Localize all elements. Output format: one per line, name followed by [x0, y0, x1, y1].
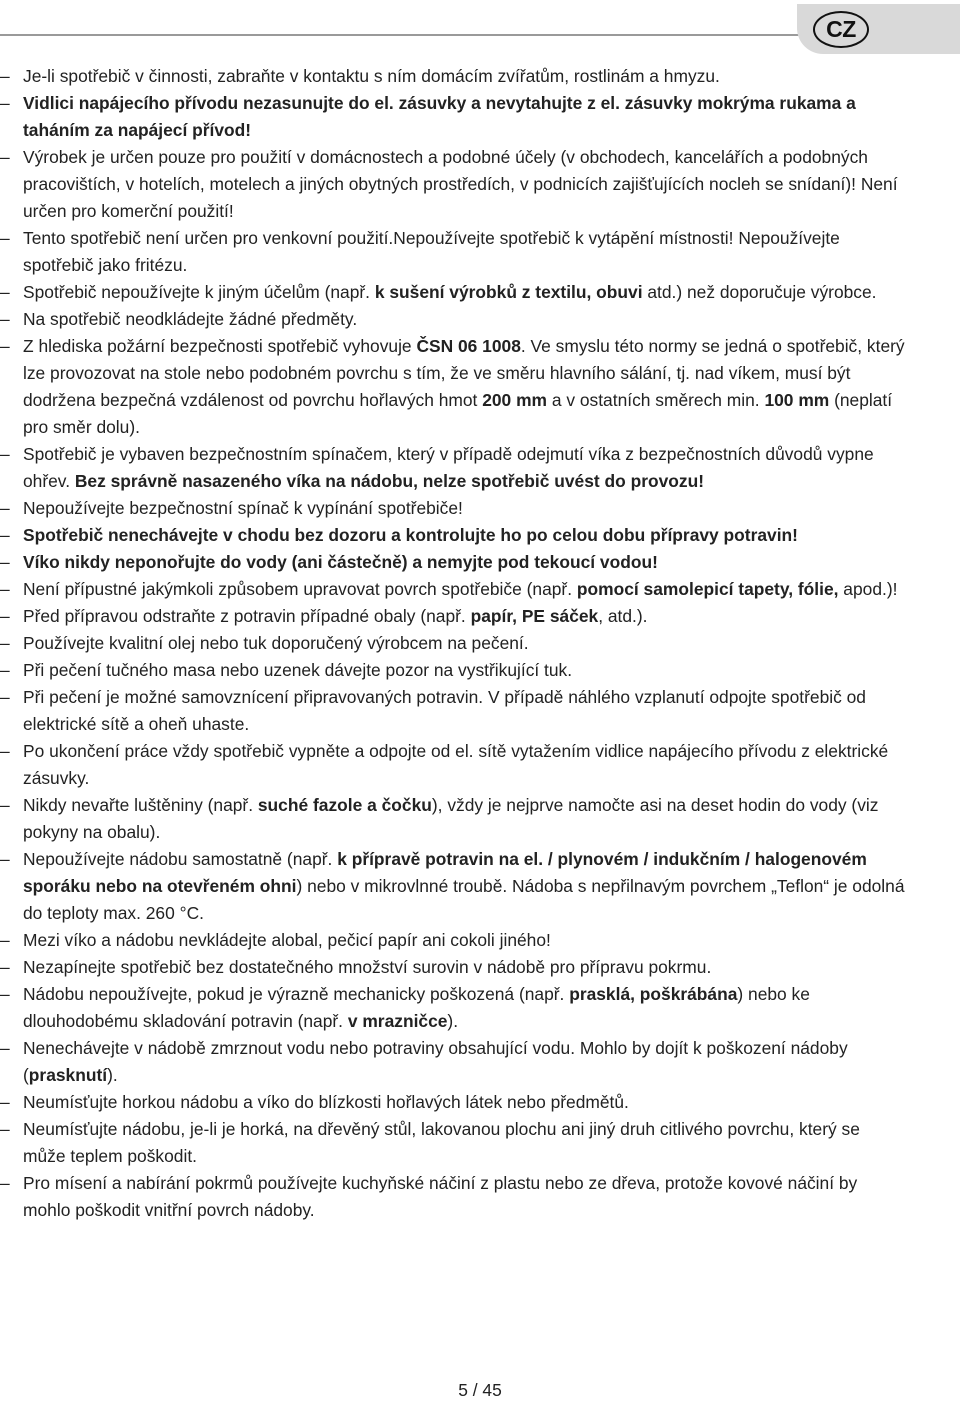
item-text: , atd.).	[598, 606, 648, 626]
item-text: Neumísťujte nádobu, je-li je horká, na dřevěný stůl, lakovanou plochu ani jiný druh citlivého povrchu, který se může teplem poškodit.	[23, 1119, 860, 1166]
item-text: Nezapínejte spotřebič bez dostatečného množství surovin v nádobě pro přípravu pokrmu.	[23, 957, 712, 977]
emphasis-text: 200 mm	[482, 390, 547, 410]
item-text: apod.)!	[838, 579, 898, 599]
list-item	[0, 1035, 905, 1089]
emphasis-text: 100 mm	[764, 390, 830, 410]
list-item	[0, 333, 905, 441]
emphasis-text: Bez správně nasazeného víka na nádobu, nelze spotřebič uvést do provozu!	[74, 471, 704, 491]
dash-bullet: –	[0, 957, 10, 977]
list-item	[0, 954, 905, 981]
emphasis-text: Víko nikdy neponořujte do vody (ani částečně) a nemyjte pod tekoucí vodou!	[23, 552, 658, 572]
dash-bullet: –	[0, 525, 10, 545]
item-text: Používejte kvalitní olej nebo tuk doporučený výrobcem na pečení.	[23, 633, 529, 653]
dash-bullet: –	[0, 687, 10, 707]
emphasis-text: v mrazničce	[347, 1011, 448, 1031]
item-text: Spotřebič je vybaven bezpečnostním spínačem, který v případě odejmutí víka z bezpečnostních důvodů vypne ohřev.	[23, 444, 874, 491]
list-item	[0, 63, 905, 90]
list-item	[0, 1170, 905, 1224]
item-text: atd.) než doporučuje výrobce.	[642, 282, 877, 302]
item-text: Nikdy nevařte luštěniny (např.	[23, 795, 258, 815]
emphasis-text: k sušení výrobků z textilu, obuvi	[374, 282, 643, 302]
list-item	[0, 522, 905, 549]
language-badge	[813, 11, 869, 48]
item-text: Při pečení tučného masa nebo uzenek dávejte pozor na vystřikující tuk.	[23, 660, 573, 680]
item-text: Výrobek je určen pouze pro použití v domácnostech a podobné účely (v obchodech, kancelářích a podobných pracovištích, v hotelích, motelech a jiných obytných prostředích, v podnicích zajišťujících nocleh se snídaní)! Není určen pro komerční použití!	[23, 147, 898, 221]
item-text: Nepoužívejte bezpečnostní spínač k vypínání spotřebiče!	[23, 498, 463, 518]
list-item	[0, 981, 905, 1035]
dash-bullet: –	[0, 795, 10, 815]
item-text: Z hlediska požární bezpečnosti spotřebič vyhovuje	[23, 336, 417, 356]
dash-bullet: –	[0, 741, 10, 761]
dash-bullet: –	[0, 1038, 10, 1058]
dash-bullet: –	[0, 579, 10, 599]
item-text: Nepoužívejte nádobu samostatně (např.	[23, 849, 338, 869]
item-text: ).	[107, 1065, 118, 1085]
list-item	[0, 576, 905, 603]
dash-bullet: –	[0, 633, 10, 653]
list-item	[0, 630, 905, 657]
list-item	[0, 90, 905, 144]
item-text: Po ukončení práce vždy spotřebič vypněte a odpojte od el. sítě vytažením vidlice napájecího přívodu z elektrické zásuvky.	[23, 741, 889, 788]
list-item	[0, 225, 905, 279]
dash-bullet: –	[0, 1092, 10, 1112]
emphasis-text: Spotřebič nenechávejte v chodu bez dozoru a kontrolujte ho po celou dobu přípravy potravin!	[23, 525, 798, 545]
item-text: Neumísťujte horkou nádobu a víko do blízkosti hořlavých látek nebo předmětů.	[23, 1092, 629, 1112]
emphasis-text: pomocí samolepicí tapety, fólie,	[576, 579, 839, 599]
emphasis-text: Vidlici napájecího přívodu nezasunujte do el. zásuvky a nevytahujte z el. zásuvky mokrýma rukama a taháním za napájecí přívod!	[23, 93, 856, 140]
list-item	[0, 279, 905, 306]
item-text: Při pečení je možné samovznícení připravovaných potravin. V případě náhlého vzplanutí odpojte spotřebič od elektrické sítě a oheň uhaste.	[23, 687, 866, 734]
item-text: a v ostatních směrech min.	[547, 390, 765, 410]
dash-bullet: –	[0, 1173, 10, 1193]
emphasis-text: suché fazole a čočku	[257, 795, 432, 815]
dash-bullet: –	[0, 282, 10, 302]
dash-bullet: –	[0, 93, 10, 113]
item-text: Mezi víko a nádobu nevkládejte alobal, pečicí papír ani cokoli jiného!	[23, 930, 551, 950]
list-item	[0, 144, 905, 225]
language-badge-label: CZ	[826, 16, 856, 42]
dash-bullet: –	[0, 1119, 10, 1139]
dash-bullet: –	[0, 336, 10, 356]
item-text: Tento spotřebič není určen pro venkovní použití.Nepoužívejte spotřebič k vytápění místnosti! Nepoužívejte spotřebič jako fritézu.	[23, 228, 840, 275]
dash-bullet: –	[0, 66, 10, 86]
list-item	[0, 684, 905, 738]
list-item	[0, 657, 905, 684]
dash-bullet: –	[0, 147, 10, 167]
item-text: . Ve smyslu této normy se jedná o spotřebič, který lze provozovat na stole nebo podobném povrchu s tím, že ve směru hlavního sálání, tj. nad víkem, musí být dodržena bezpečná vzdálenost od povrchu hořlavých hmot	[23, 336, 905, 410]
item-text: Není přípustné jakýmkoli způsobem upravovat povrch spotřebiče (např.	[23, 579, 577, 599]
list-item	[0, 603, 905, 630]
dash-bullet: –	[0, 849, 10, 869]
dash-bullet: –	[0, 444, 10, 464]
emphasis-text: papír, PE sáček	[470, 606, 599, 626]
item-text: Před přípravou odstraňte z potravin případné obaly (např.	[23, 606, 471, 626]
emphasis-text: k přípravě potravin na el. / plynovém / indukčním / halogenovém sporáku nebo na otevřeném ohni	[23, 849, 867, 896]
item-text: ) nebo v mikrovlnné troubě. Nádoba s nepřilnavým povrchem „Teflon“ je odolná do teploty max. 260 °C.	[23, 876, 905, 923]
dash-bullet: –	[0, 660, 10, 680]
item-text: Nenechávejte v nádobě zmrznout vodu nebo potraviny obsahující vodu. Mohlo by dojít k poškození nádoby (	[23, 1038, 848, 1085]
item-text: (neplatí pro směr dolu).	[23, 390, 893, 437]
emphasis-text: prasknutí	[28, 1065, 108, 1085]
emphasis-text: prasklá, poškrábána	[569, 984, 738, 1004]
list-item	[0, 792, 905, 846]
list-item	[0, 549, 905, 576]
list-item	[0, 1089, 905, 1116]
safety-instructions-list	[0, 63, 905, 1224]
list-item	[0, 846, 905, 927]
list-item	[0, 738, 905, 792]
item-text: ).	[447, 1011, 459, 1031]
header-rule	[0, 34, 818, 36]
emphasis-text: ČSN 06 1008	[416, 336, 521, 356]
list-item	[0, 495, 905, 522]
list-item	[0, 927, 905, 954]
dash-bullet: –	[0, 606, 10, 626]
dash-bullet: –	[0, 984, 10, 1004]
item-text: ), vždy je nejprve namočte asi na deset hodin do vody (viz pokyny na obalu).	[23, 795, 879, 842]
item-text: Je-li spotřebič v činnosti, zabraňte v kontaktu s ním domácím zvířatům, rostlinám a hmyzu.	[23, 66, 720, 86]
item-text: ) nebo ke dlouhodobému skladování potravin (např.	[23, 984, 810, 1031]
item-text: Nádobu nepoužívejte, pokud je výrazně mechanicky poškozená (např.	[23, 984, 570, 1004]
dash-bullet: –	[0, 498, 10, 518]
page-number: 5 / 45	[458, 1380, 502, 1400]
list-item	[0, 1116, 905, 1170]
item-text: Pro mísení a nabírání pokrmů používejte kuchyňské náčiní z plastu nebo ze dřeva, protože kovové náčiní by mohlo poškodit vnitřní povrch nádoby.	[23, 1173, 858, 1220]
dash-bullet: –	[0, 228, 10, 248]
list-item	[0, 306, 905, 333]
item-text: Spotřebič nepoužívejte k jiným účelům (např.	[23, 282, 375, 302]
item-text: Na spotřebič neodkládejte žádné předměty.	[23, 309, 358, 329]
dash-bullet: –	[0, 930, 10, 950]
dash-bullet: –	[0, 309, 10, 329]
dash-bullet: –	[0, 552, 10, 572]
list-item	[0, 441, 905, 495]
